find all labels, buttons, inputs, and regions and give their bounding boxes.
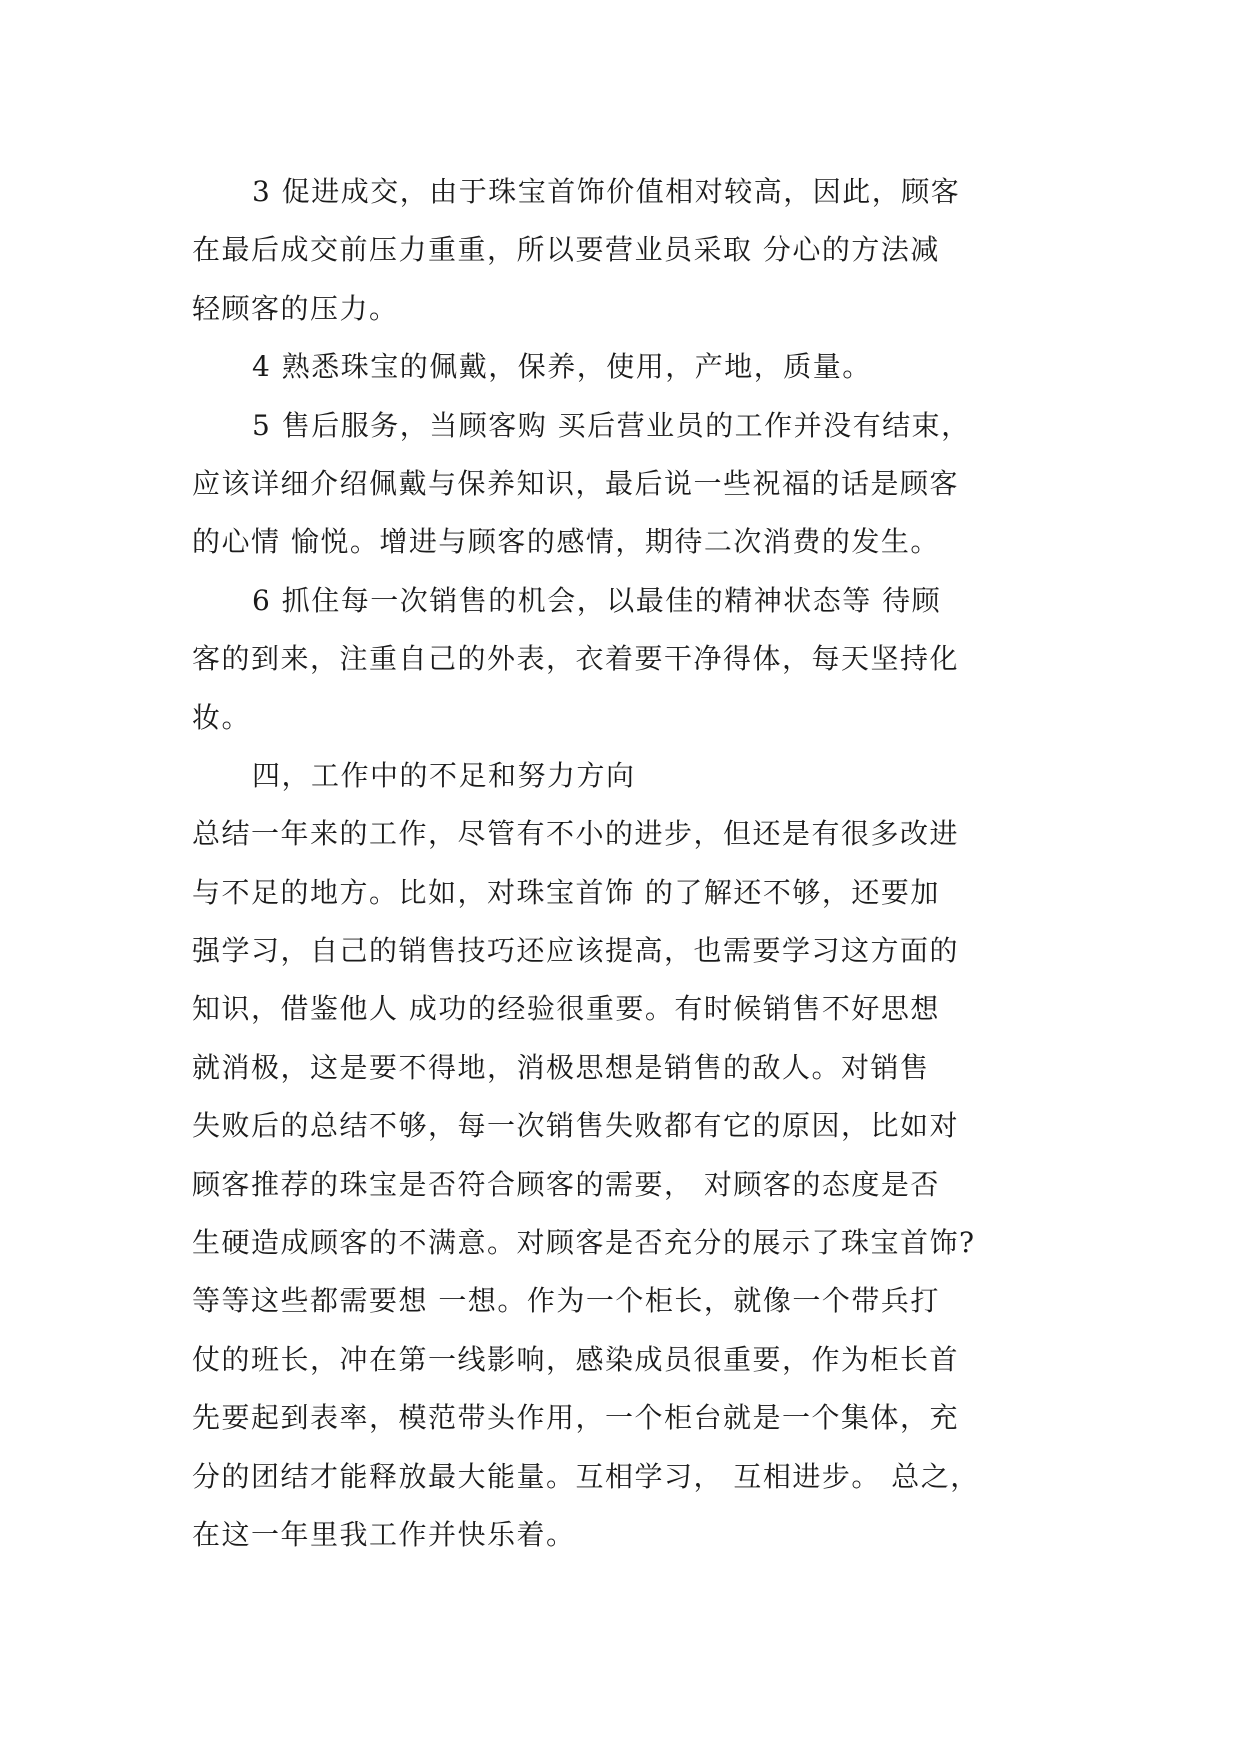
paragraph-line: 5 售后服务，当顾客购 买后营业员的工作并没有结束， xyxy=(252,408,971,442)
paragraph-line: 6 抓住每一次销售的机会，以最佳的精神状态等 待顾 xyxy=(252,583,942,617)
paragraph-line: 3 促进成交，由于珠宝首饰价值相对较高，因此，顾客 xyxy=(252,175,961,208)
paragraph-line: 在最后成交前压力重重，所以要营业员采取 分心的方法减 xyxy=(192,233,940,267)
paragraph-line: 4 熟悉珠宝的佩戴，保养，使用，产地，质量。 xyxy=(252,350,872,384)
paragraph-line: 的心情 愉悦。增进与顾客的感情，期待二次消费的发生。 xyxy=(192,525,940,559)
paragraph-line: 分的团结才能释放最大能量。互相学习， 互相进步。 总之， xyxy=(192,1459,980,1493)
paragraph-line: 先要起到表率，模范带头作用，一个柜台就是一个集体，充 xyxy=(192,1401,960,1435)
paragraph-line: 就消极，这是要不得地，消极思想是销售的敌人。对销售 xyxy=(192,1050,930,1084)
paragraph-line: 顾客推荐的珠宝是否符合顾客的需要， 对顾客的态度是否 xyxy=(192,1167,940,1201)
paragraph-line: 知识，借鉴他人 成功的经验很重要。有时候销售不好思想 xyxy=(192,992,940,1026)
paragraph-line: 与不足的地方。比如，对珠宝首饰 的了解还不够，还要加 xyxy=(192,875,940,909)
paragraph-line: 仗的班长，冲在第一线影响，感染成员很重要，作为柜长首 xyxy=(192,1342,960,1376)
paragraph-line: 妆。 xyxy=(192,700,252,734)
paragraph-line: 在这一年里我工作并快乐着。 xyxy=(192,1517,576,1551)
paragraph-line: 失败后的总结不够，每一次销售失败都有它的原因，比如对 xyxy=(192,1109,960,1143)
paragraph-line: 生硬造成顾客的不满意。对顾客是否充分的展示了珠宝首饰? xyxy=(192,1226,976,1260)
paragraph-line: 应该详细介绍佩戴与保养知识，最后说一些祝福的话是顾客 xyxy=(192,466,960,500)
body-text xyxy=(192,163,1062,1564)
paragraph-line: 等等这些都需要想 一想。作为一个柜长，就像一个带兵打 xyxy=(192,1284,940,1318)
section-heading: 四，工作中的不足和努力方向 xyxy=(252,758,636,792)
paragraph-line: 客的到来，注重自己的外表，衣着要干净得体，每天坚持化 xyxy=(192,642,960,676)
paragraph-line: 强学习，自己的销售技巧还应该提高，也需要学习这方面的 xyxy=(192,934,960,968)
paragraph-line: 轻顾客的压力。 xyxy=(192,291,399,325)
paragraph-line: 总结一年来的工作，尽管有不小的进步，但还是有很多改进 xyxy=(192,817,960,851)
